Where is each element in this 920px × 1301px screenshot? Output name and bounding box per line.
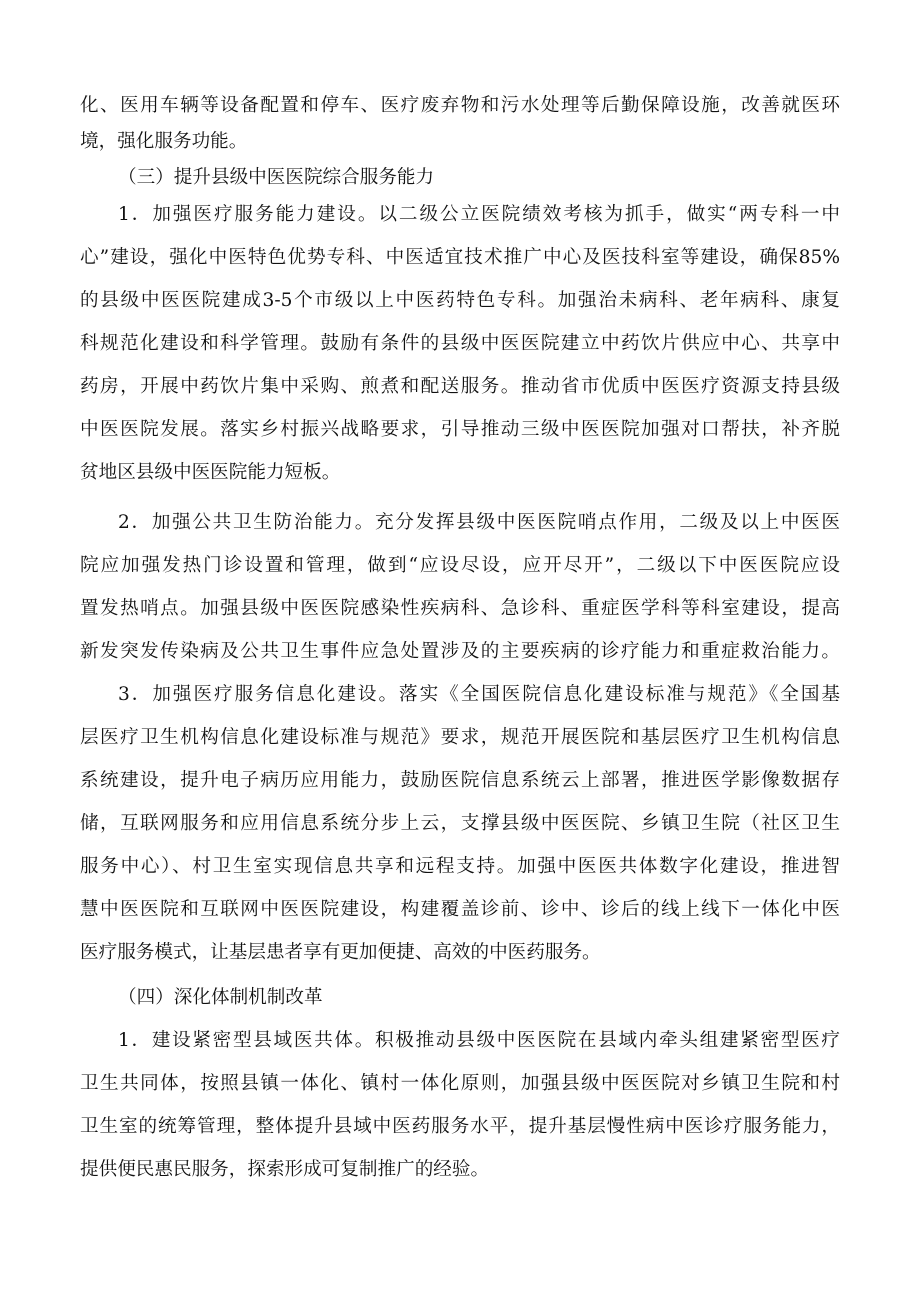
paragraph-line: 储，互联网服务和应用信息系统分步上云，支撑县级中医医院、乡镇卫生院（社区卫生: [80, 813, 840, 834]
paragraph-line: 服务中心）、村卫生室实现信息共享和远程支持。加强中医医共体数字化建设，推进智: [80, 856, 840, 877]
paragraph-line: 医疗服务模式，让基层患者享有更加便捷、高效的中医药服务。: [80, 942, 601, 963]
section-heading-4: （四）深化体制机制改革: [118, 987, 323, 1008]
paragraph-line: 层医疗卫生机构信息化建设标准与规范》要求，规范开展医院和基层医疗卫生机构信息: [80, 727, 840, 748]
paragraph-line: 新发突发传染病及公共卫生事件应急处置涉及的主要疾病的诊疗能力和重症救治能力。: [80, 641, 840, 662]
paragraph-line: 1．建设紧密型县域医共体。积极推动县级中医医院在县域内牵头组建紧密型医疗: [118, 1030, 840, 1051]
paragraph-line: 3．加强医疗服务信息化建设。落实《全国医院信息化建设标准与规范》《全国基: [118, 684, 840, 705]
paragraph-line: 卫生室的统筹管理，整体提升县域中医药服务水平，提升基层慢性病中医诊疗服务能力，: [80, 1116, 840, 1137]
paragraph-line: 心”建设，强化中医特色优势专科、中医适宜技术推广中心及医技科室等建设，确保85%: [80, 247, 840, 268]
paragraph-line: 药房，开展中药饮片集中采购、煎煮和配送服务。推动省市优质中医医疗资源支持县级: [80, 376, 840, 397]
paragraph-line: 化、医用车辆等设备配置和停车、医疗废弃物和污水处理等后勤保障设施，改善就医环: [80, 95, 840, 116]
section-heading-3: （三）提升县级中医医院综合服务能力: [118, 167, 435, 188]
paragraph-line: 提供便民惠民服务，探索形成可复制推广的经验。: [80, 1159, 490, 1180]
paragraph-line: 境，强化服务功能。: [80, 131, 248, 152]
paragraph-line: 置发热哨点。加强县级中医医院感染性疾病科、急诊科、重症医学科等科室建设，提高: [80, 598, 840, 619]
paragraph-line: 卫生共同体，按照县镇一体化、镇村一体化原则，加强县级中医医院对乡镇卫生院和村: [80, 1073, 840, 1094]
paragraph-line: 贫地区县级中医医院能力短板。: [80, 462, 341, 483]
paragraph-line: 中医医院发展。落实乡村振兴战略要求，引导推动三级中医医院加强对口帮扶，补齐脱: [80, 419, 840, 440]
paragraph-line: 1．加强医疗服务能力建设。以二级公立医院绩效考核为抓手，做实“两专科一中: [118, 204, 840, 225]
paragraph-line: 2．加强公共卫生防治能力。充分发挥县级中医医院哨点作用，二级及以上中医医: [118, 512, 840, 533]
paragraph-line: 院应加强发热门诊设置和管理，做到“应设尽设，应开尽开”，二级以下中医医院应设: [80, 555, 840, 576]
paragraph-line: 科规范化建设和科学管理。鼓励有条件的县级中医医院建立中药饮片供应中心、共享中: [80, 333, 840, 354]
paragraph-line: 慧中医医院和互联网中医医院建设，构建覆盖诊前、诊中、诊后的线上线下一体化中医: [80, 899, 840, 920]
paragraph-line: 的县级中医医院建成3-5个市级以上中医药特色专科。加强治未病科、老年病科、康复: [80, 290, 840, 311]
paragraph-line: 系统建设，提升电子病历应用能力，鼓励医院信息系统云上部署，推进医学影像数据存: [80, 770, 840, 791]
